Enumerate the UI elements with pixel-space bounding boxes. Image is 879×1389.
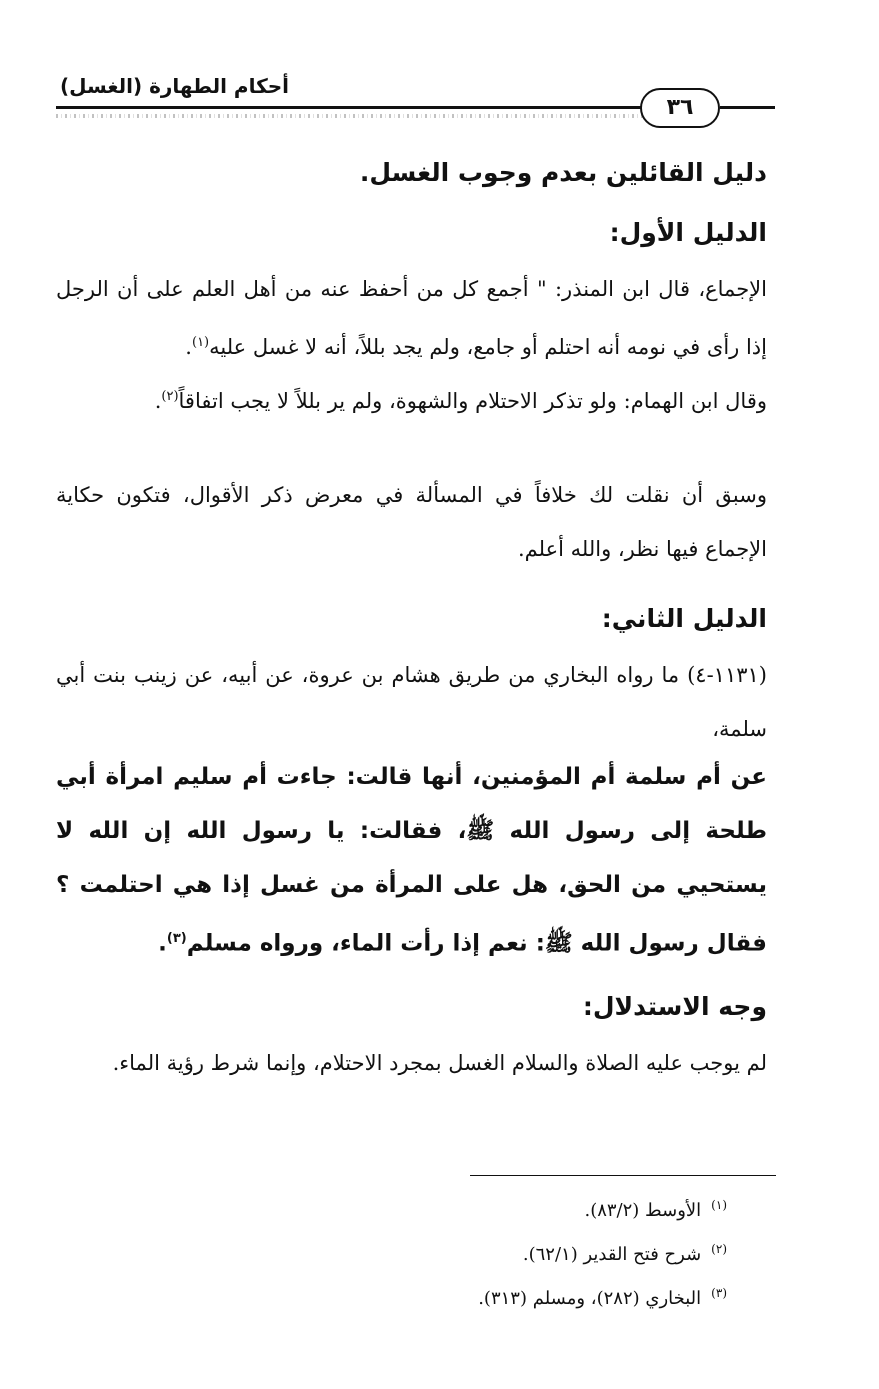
footnote-ref-2: (٢)	[161, 389, 179, 404]
footnote-3: $^{(٣)}$البخاري (٢٨٢)، ومسلم (٣١٣).	[478, 1286, 727, 1309]
first-proof-heading: الدليل الأول:	[609, 218, 767, 247]
second-proof-heading: الدليل الثاني:	[601, 604, 767, 633]
hadith-text: عن أم سلمة أم المؤمنين، أنها قالت: جاءت أم سليم امرأة أبي طلحة إلى رسول الله ﷺ، فقالت: يا رسول الله إن الله لا يستحيي من الحق، هل على المرأة من غسل إذا هي احتلمت ؟ فقال رسول الله ﷺ: نعم إذا رأت الماء، ورواه مسلم$^{(٣)}$.	[56, 764, 767, 957]
inference-paragraph: لم يوجب عليه الصلاة والسلام الغسل بمجرد الاحتلام، وإنما شرط رؤية الماء.	[112, 1051, 767, 1075]
footnote-separator	[470, 1175, 776, 1176]
footnote-2: $^{(٢)}$شرح فتح القدير (٦٢/١).	[522, 1242, 727, 1265]
section-heading: دليل القائلين بعدم وجوب الغسل.	[359, 158, 767, 187]
header-texture	[56, 114, 646, 118]
header-rule	[56, 106, 719, 109]
second-proof-isnad: (١١٣١-٤) ما رواه البخاري من طريق هشام بن عروة، عن أبيه، عن زينب بنت أبي سلمة،	[56, 663, 767, 741]
footnote-ref-1: (١)	[191, 335, 210, 350]
footnote-ref-3: (٣)	[166, 931, 187, 946]
header-rule-right	[720, 106, 775, 109]
first-proof-paragraph-2: وقال ابن الهمام: ولو تذكر الاحتلام والشهوة، ولم ير بللاً لا يجب اتفاقاً$^{(٢)}$.	[154, 389, 767, 413]
first-proof-paragraph-1: الإجماع، قال ابن المنذر: " أجمع كل من أحفظ عنه من أهل العلم على أن الرجل إذا رأى في نومه أنه احتلم أو جامع، ولم يجد بللاً، أنه لا غسل عليه$^{(١)}$.	[56, 277, 767, 359]
footnote-1: $^{(١)}$الأوسط (٨٣/٢).	[584, 1198, 727, 1221]
inference-heading: وجه الاستدلال:	[582, 992, 767, 1021]
first-proof-paragraph-3: وسبق أن نقلت لك خلافاً في المسألة في معرض ذكر الأقوال، فتكون حكاية الإجماع فيها نظر، والله أعلم.	[56, 483, 767, 561]
page-number: ٣٦	[640, 88, 720, 128]
running-header-title: أحكام الطهارة (الغسل)	[59, 74, 289, 98]
